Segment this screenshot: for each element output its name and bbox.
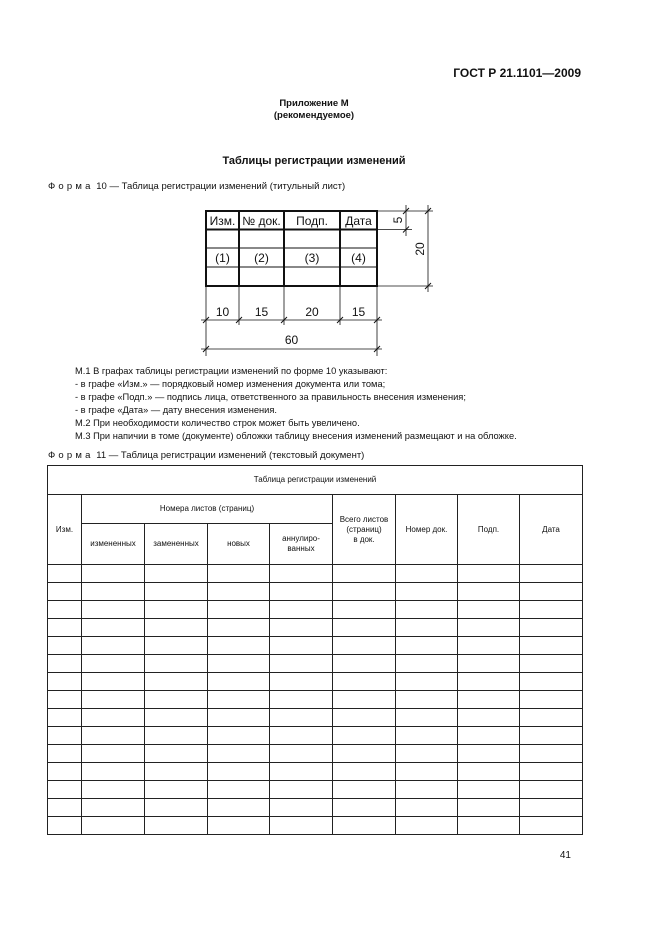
table-cell [145, 817, 208, 835]
form11-col-izm: Изм. [48, 495, 82, 565]
table-cell [48, 583, 82, 601]
table-cell [82, 619, 145, 637]
table-row [48, 817, 583, 835]
table-cell [145, 745, 208, 763]
table-cell [396, 601, 458, 619]
table-cell [333, 799, 396, 817]
table-cell [333, 781, 396, 799]
table-cell [145, 781, 208, 799]
table-cell [458, 565, 520, 583]
table-cell [333, 601, 396, 619]
table-cell [396, 709, 458, 727]
table-cell [208, 799, 270, 817]
table-cell [145, 673, 208, 691]
table-cell [333, 763, 396, 781]
table-cell [458, 691, 520, 709]
table-cell [520, 709, 583, 727]
table-row [48, 727, 583, 745]
form10-width-3: 20 [305, 305, 319, 319]
table-cell [333, 619, 396, 637]
table-cell [333, 817, 396, 835]
form11-col-doc-no: Номер док. [396, 495, 458, 565]
table-cell [82, 799, 145, 817]
table-cell [82, 565, 145, 583]
table-cell [82, 583, 145, 601]
table-cell [270, 583, 333, 601]
table-cell [458, 583, 520, 601]
table-cell [270, 601, 333, 619]
table-cell [520, 817, 583, 835]
form11-col-total-line3: в док. [353, 534, 375, 544]
table-row [48, 709, 583, 727]
form10-colnum-2: (2) [254, 251, 269, 265]
form11-table [47, 465, 583, 835]
table-cell [458, 799, 520, 817]
note-m1-date: - в графе «Дата» — дату внесения изменения. [75, 404, 277, 415]
table-cell [458, 781, 520, 799]
table-cell [145, 727, 208, 745]
table-cell [208, 619, 270, 637]
table-cell [82, 709, 145, 727]
table-cell [333, 637, 396, 655]
form10-header-sign: Подп. [296, 214, 328, 228]
table-cell [145, 691, 208, 709]
table-cell [396, 763, 458, 781]
table-cell [270, 781, 333, 799]
form10-header-doc: № док. [242, 214, 281, 228]
table-cell [270, 637, 333, 655]
table-cell [270, 817, 333, 835]
table-cell [82, 655, 145, 673]
table-row [48, 799, 583, 817]
table-cell [145, 709, 208, 727]
table-cell [396, 655, 458, 673]
table-cell [396, 637, 458, 655]
table-cell [333, 691, 396, 709]
table-cell [208, 781, 270, 799]
table-cell [82, 601, 145, 619]
table-cell [145, 619, 208, 637]
table-row [48, 619, 583, 637]
form11-caption-text: 11 — Таблица регистрации изменений (текстовый документ) [96, 450, 365, 461]
note-m3: М.3 При напичии в томе (документе) обложки таблицу внесения изменений размещают и на обложке. [75, 430, 517, 441]
table-cell [270, 619, 333, 637]
form11-col-annulled-line2: ванных [287, 544, 315, 553]
form10-width-2: 15 [254, 305, 269, 319]
table-cell [208, 745, 270, 763]
table-cell [520, 619, 583, 637]
table-cell [48, 709, 82, 727]
form11-col-annulled [270, 524, 333, 565]
table-cell [208, 709, 270, 727]
table-cell [48, 673, 82, 691]
table-cell [396, 727, 458, 745]
table-cell [396, 691, 458, 709]
table-cell [520, 799, 583, 817]
table-cell [145, 763, 208, 781]
form11-col-changed: измененных [82, 524, 145, 565]
appendix-subtitle: (рекомендуемое) [273, 110, 355, 121]
table-cell [458, 745, 520, 763]
table-cell [48, 763, 82, 781]
table-cell [82, 817, 145, 835]
page-number: 41 [559, 850, 571, 861]
table-cell [145, 601, 208, 619]
form11-col-total-line2: (страниц) [346, 524, 382, 534]
table-cell [333, 727, 396, 745]
table-cell [458, 817, 520, 835]
table-cell [145, 637, 208, 655]
table-cell [520, 691, 583, 709]
form10-width-4: 15 [351, 305, 366, 319]
form10-caption-word: Форма [48, 181, 94, 192]
table-cell [270, 727, 333, 745]
table-cell [208, 583, 270, 601]
table-cell [458, 727, 520, 745]
form10-colnum-3: (3) [304, 251, 320, 265]
table-cell [48, 655, 82, 673]
form10-header-height: 5 [391, 216, 405, 224]
form10-header-date: Дата [345, 214, 372, 228]
table-row [48, 745, 583, 763]
table-cell [333, 673, 396, 691]
table-cell [208, 673, 270, 691]
table-row [48, 583, 583, 601]
table-cell [48, 817, 82, 835]
table-cell [458, 763, 520, 781]
table-row [48, 601, 583, 619]
table-row [48, 763, 583, 781]
table-cell [333, 583, 396, 601]
table-cell [82, 763, 145, 781]
table-cell [48, 727, 82, 745]
table-cell [333, 565, 396, 583]
table-cell [48, 601, 82, 619]
document-code: ГОСТ Р 21.1101—2009 [453, 66, 581, 80]
table-cell [520, 745, 583, 763]
table-cell [82, 691, 145, 709]
table-cell [270, 565, 333, 583]
form11-caption-word: Форма [48, 450, 94, 461]
table-cell [396, 673, 458, 691]
table-cell [270, 655, 333, 673]
table-cell [48, 619, 82, 637]
table-row [48, 565, 583, 583]
form11-col-annulled-line1: аннулиро- [282, 534, 320, 543]
table-cell [333, 655, 396, 673]
form11-table-title: Таблица регистрации изменений [48, 466, 583, 495]
table-cell [520, 781, 583, 799]
table-cell [48, 781, 82, 799]
form11-blank-rows [48, 565, 583, 835]
table-cell [82, 781, 145, 799]
table-cell [396, 565, 458, 583]
table-cell [82, 727, 145, 745]
table-cell [396, 817, 458, 835]
table-cell [48, 745, 82, 763]
table-cell [270, 673, 333, 691]
table-cell [520, 601, 583, 619]
note-m2: М.2 При необходимости количество строк может быть увеличено. [75, 417, 360, 428]
table-row [48, 691, 583, 709]
form11-col-pages-group: Номера листов (страниц) [82, 495, 333, 524]
appendix-title: Приложение М [279, 98, 349, 109]
table-cell [520, 565, 583, 583]
form11-caption [48, 450, 364, 461]
note-m1: М.1 В графах таблицы регистрации изменений по форме 10 указывают: [75, 366, 388, 376]
table-cell [208, 637, 270, 655]
table-cell [270, 763, 333, 781]
form11-col-date: Дата [520, 495, 583, 565]
table-cell [396, 619, 458, 637]
table-cell [145, 583, 208, 601]
table-cell [396, 583, 458, 601]
table-cell [520, 727, 583, 745]
form11-col-replaced: замененных [145, 524, 208, 565]
form10-colnum-1: (1) [215, 251, 230, 265]
table-cell [270, 691, 333, 709]
form11-col-total-line1: Всего листов [339, 514, 389, 524]
table-cell [82, 673, 145, 691]
table-row [48, 781, 583, 799]
table-row [48, 637, 583, 655]
table-cell [458, 601, 520, 619]
table-cell [208, 601, 270, 619]
form11-col-total [333, 495, 396, 565]
table-cell [458, 709, 520, 727]
table-cell [270, 709, 333, 727]
section-title: Таблицы регистрации изменений [222, 155, 406, 167]
form11-col-new: новых [208, 524, 270, 565]
form10-caption-text: 10 — Таблица регистрации изменений (титульный лист) [96, 181, 346, 192]
table-cell [333, 745, 396, 763]
form10-colnum-4: (4) [351, 251, 366, 265]
table-cell [208, 691, 270, 709]
table-cell [458, 619, 520, 637]
table-cell [145, 655, 208, 673]
table-row [48, 673, 583, 691]
table-cell [270, 799, 333, 817]
table-cell [520, 655, 583, 673]
table-cell [145, 565, 208, 583]
form10-total-width: 60 [284, 333, 299, 347]
table-cell [208, 727, 270, 745]
table-cell [82, 637, 145, 655]
table-cell [333, 709, 396, 727]
table-cell [396, 781, 458, 799]
table-cell [208, 655, 270, 673]
table-cell [208, 817, 270, 835]
table-cell [48, 799, 82, 817]
table-cell [458, 637, 520, 655]
table-cell [48, 691, 82, 709]
table-cell [520, 763, 583, 781]
table-cell [396, 799, 458, 817]
table-cell [458, 655, 520, 673]
table-cell [208, 763, 270, 781]
table-cell [48, 637, 82, 655]
table-cell [520, 637, 583, 655]
note-m1-sign: - в графе «Подп.» — подпись лица, ответственного за правильность внесения изменения; [75, 391, 466, 402]
table-cell [458, 673, 520, 691]
form10-width-1: 10 [215, 305, 230, 319]
table-cell [82, 745, 145, 763]
table-cell [145, 799, 208, 817]
table-row [48, 655, 583, 673]
form10-header-izm: Изм. [209, 214, 236, 228]
form11-col-sign: Подп. [458, 495, 520, 565]
table-cell [396, 745, 458, 763]
form10-total-height: 20 [413, 242, 427, 256]
notes [75, 365, 517, 442]
table-cell [208, 565, 270, 583]
note-m1-izm: - в графе «Изм.» — порядковый номер изменения документа или тома; [75, 378, 386, 389]
table-cell [270, 745, 333, 763]
table-cell [48, 565, 82, 583]
table-cell [520, 673, 583, 691]
table-cell [520, 583, 583, 601]
